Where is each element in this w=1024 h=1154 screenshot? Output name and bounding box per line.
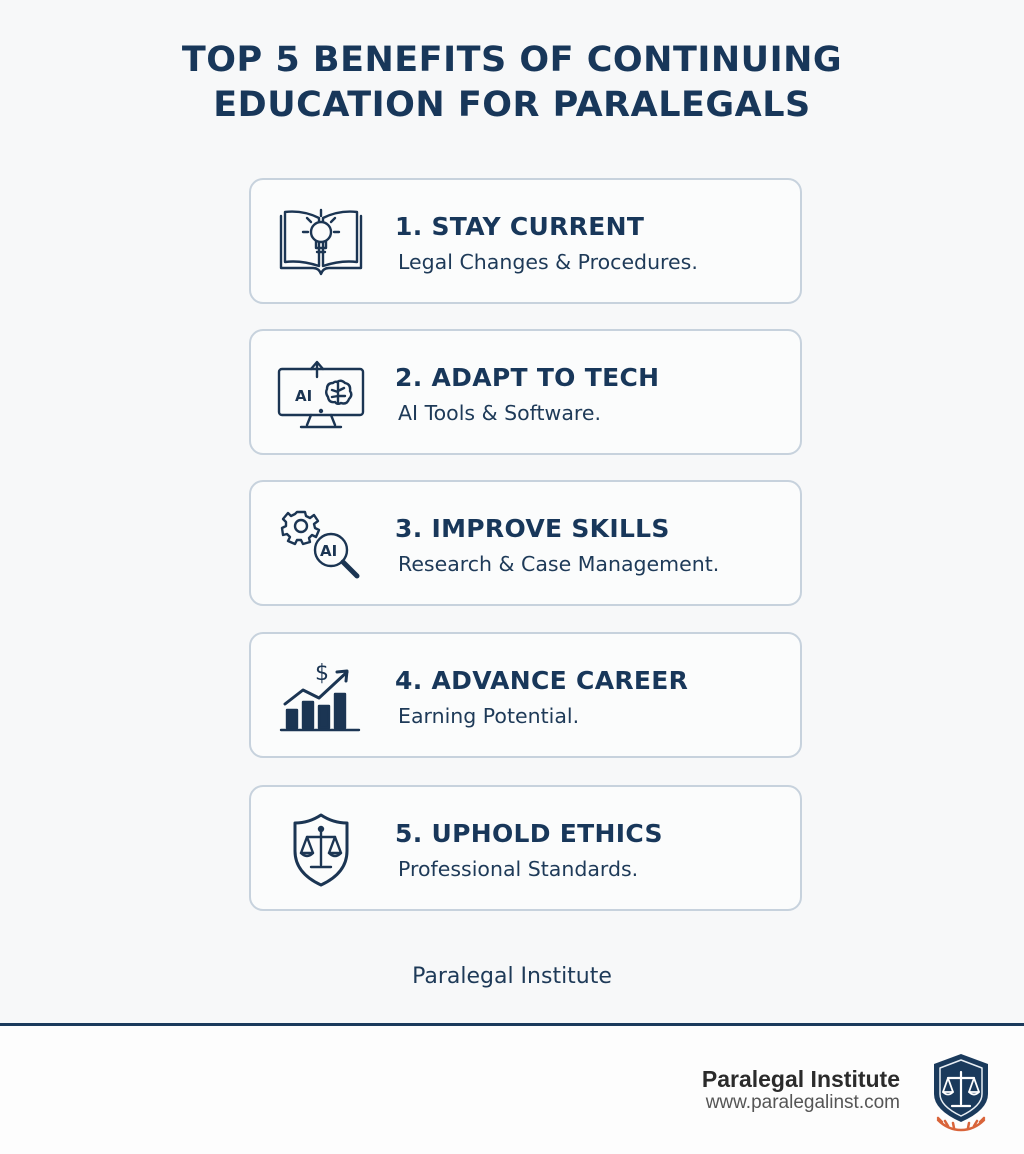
benefit-heading: 4. ADVANCE CAREER: [395, 666, 689, 695]
benefit-heading: 1. STAY CURRENT: [395, 212, 645, 241]
benefit-card-advance-career: [249, 632, 802, 758]
benefit-heading: 3. IMPROVE SKILLS: [395, 514, 670, 543]
benefit-heading: 5. UPHOLD ETHICS: [395, 819, 663, 848]
benefit-heading: 2. ADAPT TO TECH: [395, 363, 660, 392]
scales-crest-logo: [928, 1050, 994, 1134]
gear-magnifier-icon: [275, 506, 367, 582]
book-lightbulb-icon: [275, 204, 367, 280]
ai-monitor-icon: [275, 355, 367, 431]
brand-url[interactable]: www.paralegalinst.com: [705, 1092, 900, 1113]
page-title: [0, 38, 1024, 128]
benefit-detail: Legal Changes & Procedures.: [398, 250, 698, 274]
footer-caption: Paralegal Institute: [412, 964, 612, 989]
benefit-detail: Earning Potential.: [398, 704, 580, 728]
shield-scales-icon: [275, 811, 367, 887]
benefit-detail: AI Tools & Software.: [398, 401, 601, 425]
dollar-label: $: [315, 661, 329, 686]
benefit-card-stay-current: [249, 178, 802, 304]
benefit-card-improve-skills: [249, 480, 802, 606]
brand-name: Paralegal Institute: [701, 1066, 900, 1092]
title-line-1: TOP 5 BENEFITS OF CONTINUING: [181, 40, 843, 80]
title-line-2: EDUCATION FOR PARALEGALS: [213, 85, 811, 125]
ai-label: AI: [320, 542, 338, 560]
ai-label: AI: [295, 387, 313, 405]
benefit-detail: Research & Case Management.: [398, 552, 720, 576]
benefit-detail: Professional Standards.: [398, 857, 639, 881]
growth-chart-icon: [275, 658, 367, 734]
benefit-card-uphold-ethics: [249, 785, 802, 911]
benefit-card-adapt-to-tech: [249, 329, 802, 455]
